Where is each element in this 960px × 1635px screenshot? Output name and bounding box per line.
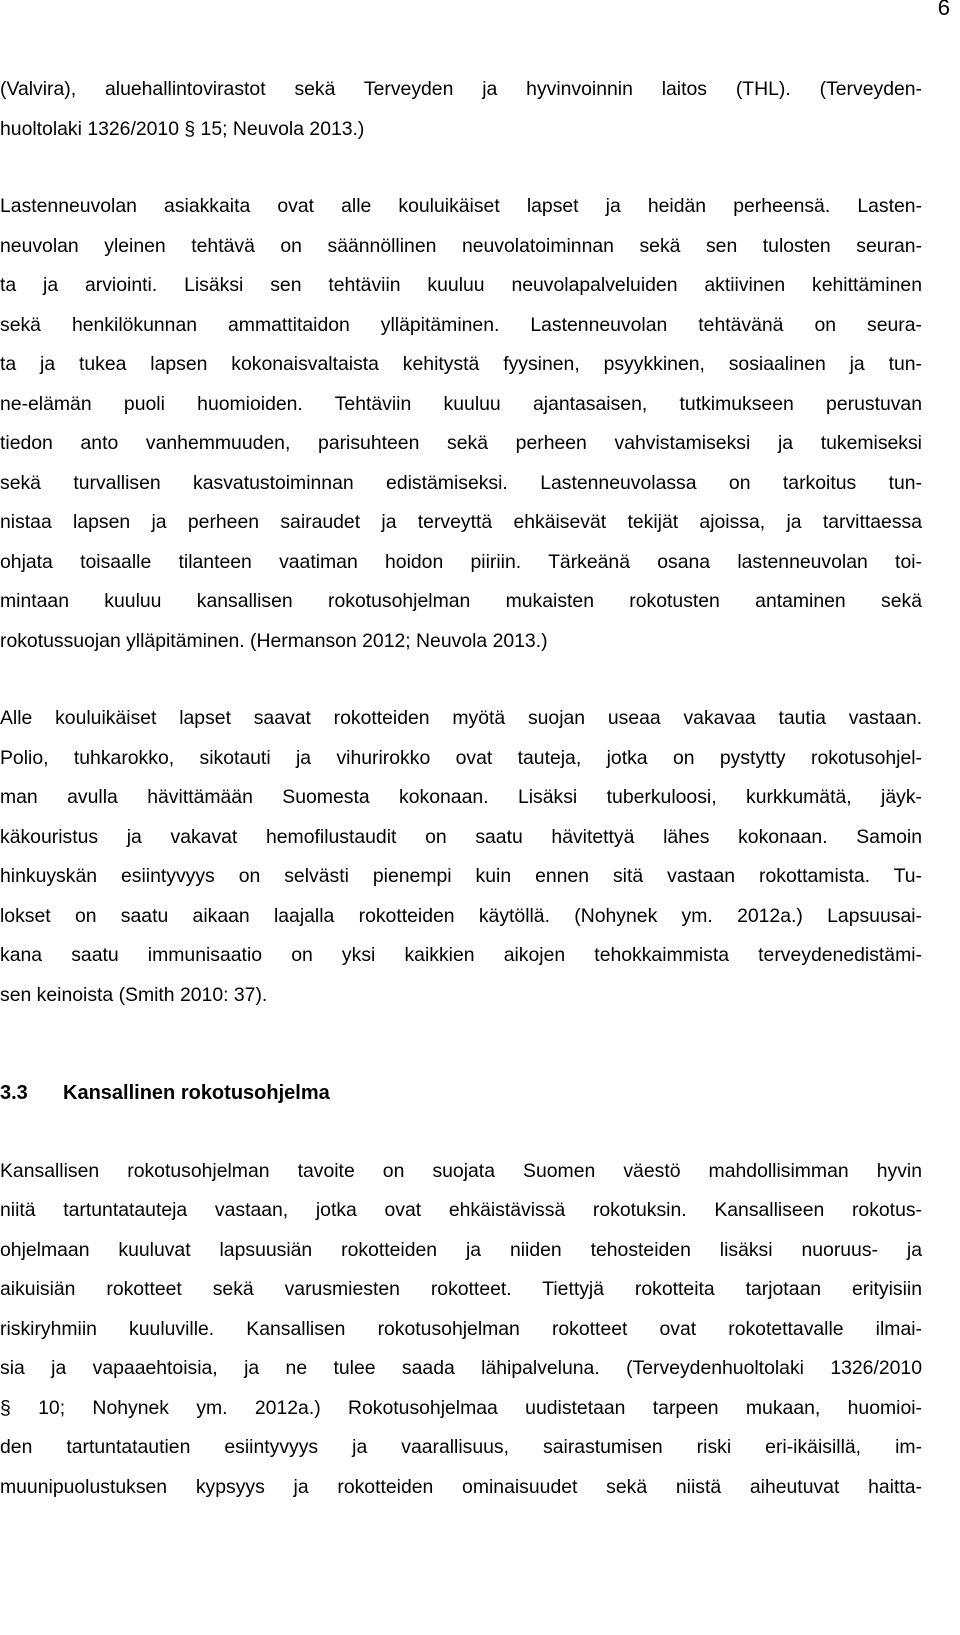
section-title: Kansallinen rokotusohjelma [63, 1082, 330, 1104]
paragraph-gap [0, 661, 922, 699]
paragraph-lastenneuvola [0, 187, 922, 661]
section-number: 3.3 [0, 1082, 28, 1104]
text-line: Lastenneuvolan asiakkaita ovat alle kouluikäiset lapset ja heidän perheensä. Lasten- [0, 195, 922, 217]
section-gap [0, 1114, 922, 1152]
text-line: ohjelmaan kuuluvat lapsuusiän rokotteiden ja niiden tehosteiden lisäksi nuoruus- ja [0, 1238, 922, 1261]
page-number: 6 [937, 0, 950, 20]
section-heading [0, 1074, 922, 1114]
text-line: sekä turvallisen kasvatustoiminnan edistämiseksi. Lastenneuvolassa on tarkoitus tun- [0, 471, 922, 494]
text-line: käkouristus ja vakavat hemofilustaudit on saatu hävitettyä lähes kokonaan. Samoin [0, 825, 922, 848]
text-line: Alle kouluikäiset lapset saavat rokotteiden myötä suojan useaa vakavaa tautia vastaan. [0, 707, 922, 729]
text-line: huoltolaki 1326/2010 § 15; Neuvola 2013.) [0, 117, 365, 140]
text-line: den tartuntatautien esiintyvyys ja vaarallisuus, sairastumisen riski eri-ikäisillä, im- [0, 1436, 922, 1458]
text-line: hinkuyskän esiintyvyys on selvästi pienempi kuin ennen sitä vastaan rokottamista. Tu- [0, 865, 922, 887]
text-line: ta ja tukea lapsen kokonaisvaltaista kehitystä fyysinen, psyykkinen, sosiaalinen ja tun- [0, 353, 922, 375]
text-line: sia ja vapaaehtoisia, ja ne tulee saada lähipalveluna. (Terveydenhuoltolaki 1326/2010 [0, 1357, 922, 1379]
paragraph-kansallinen [0, 1152, 922, 1508]
text-line: nistaa lapsen ja perheen sairaudet ja terveyttä ehkäisevät tekijät ajoissa, ja tarvittaessa [0, 511, 922, 533]
text-line: kana saatu immunisaatio on yksi kaikkien aikojen tehokkaimmista terveydenedistämi- [0, 944, 922, 966]
text-line: muunipuolustuksen kypsyys ja rokotteiden ominaisuudet sekä niistä aiheutuvat haitta- [0, 1475, 922, 1498]
text-line: man avulla hävittämään Suomesta kokonaan. Lisäksi tuberkuloosi, kurkkumätä, jäyk- [0, 786, 922, 808]
text-line: sekä henkilökunnan ammattitaidon ylläpitäminen. Lastenneuvolan tehtävänä on seura- [0, 313, 922, 336]
text-line: Kansallisen rokotusohjelman tavoite on suojata Suomen väestö mahdollisimman hyvin [0, 1159, 922, 1182]
text-line: (Valvira), aluehallintovirastot sekä Terveyden ja hyvinvoinnin laitos (THL). (Terveyden- [0, 78, 922, 100]
text-line: rokotussuojan ylläpitäminen. (Hermanson 2012; Neuvola 2013.) [0, 629, 548, 652]
text-line: neuvolan yleinen tehtävä on säännöllinen neuvolatoiminnan sekä sen tulosten seuran- [0, 234, 922, 257]
text-line: lokset on saatu aikaan laajalla rokotteiden käytöllä. (Nohynek ym. 2012a.) Lapsuusai- [0, 904, 922, 927]
text-line: ne-elämän puoli huomioiden. Tehtäviin kuuluu ajantasaisen, tutkimukseen perustuvan [0, 392, 922, 415]
document-body [0, 70, 922, 1507]
paragraph-rokotteet [0, 699, 922, 1015]
section-gap [0, 1015, 922, 1074]
paragraph-valvira [0, 70, 922, 149]
text-line: § 10; Nohynek ym. 2012a.) Rokotusohjelmaa uudistetaan tarpeen mukaan, huomioi- [0, 1396, 922, 1419]
text-line: riskiryhmiin kuuluville. Kansallisen rokotusohjelman rokotteet ovat rokotettavalle ilmai- [0, 1317, 922, 1340]
text-line: ohjata toisaalle tilanteen vaatiman hoidon piiriin. Tärkeänä osana lastenneuvolan toi- [0, 550, 922, 573]
text-line: sen keinoista (Smith 2010: 37). [0, 983, 268, 1006]
paragraph-gap [0, 149, 922, 187]
text-line: mintaan kuuluu kansallisen rokotusohjelman mukaisten rokotusten antaminen sekä [0, 590, 922, 612]
text-line: niitä tartuntatauteja vastaan, jotka ovat ehkäistävissä rokotuksin. Kansalliseen rokotus- [0, 1199, 922, 1221]
text-line: Polio, tuhkarokko, sikotauti ja vihurirokko ovat tauteja, jotka on pystytty rokotusohjel- [0, 746, 922, 769]
text-line: ta ja arviointi. Lisäksi sen tehtäviin kuuluu neuvolapalveluiden aktiivinen kehittäminen [0, 274, 922, 296]
text-line: tiedon anto vanhemmuuden, parisuhteen sekä perheen vahvistamiseksi ja tukemiseksi [0, 432, 922, 454]
text-line: aikuisiän rokotteet sekä varusmiesten rokotteet. Tiettyjä rokotteita tarjotaan erityisiin [0, 1278, 922, 1300]
